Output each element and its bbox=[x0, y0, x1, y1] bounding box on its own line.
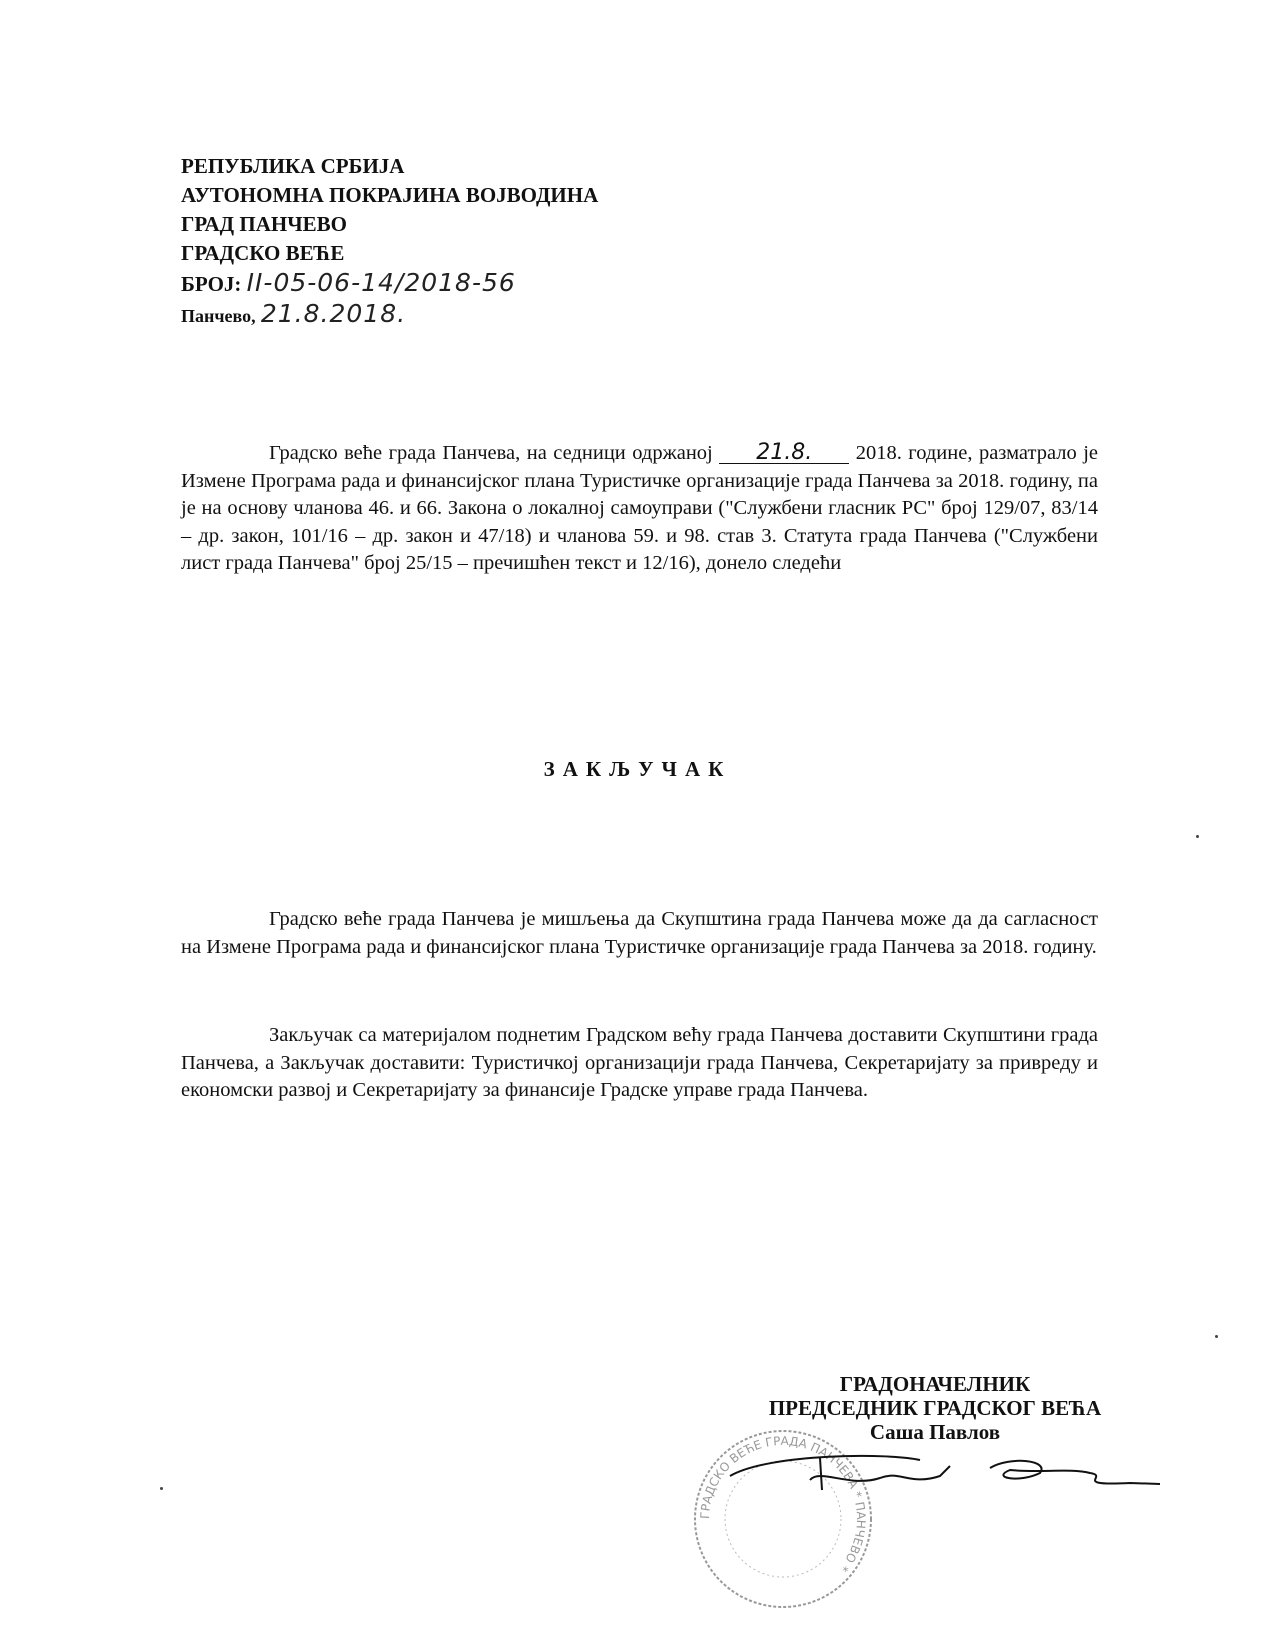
document-header bbox=[181, 152, 598, 331]
number-label: БРОЈ: bbox=[181, 272, 242, 296]
signatory-title: ГРАДОНАЧЕЛНИК bbox=[839, 1372, 1031, 1396]
scan-speck bbox=[160, 1487, 163, 1490]
signatory-name: Саша Павлов bbox=[869, 1420, 1001, 1444]
number-value-handwritten: II-05-06-14/2018-56 bbox=[246, 268, 516, 297]
scan-speck bbox=[1215, 1335, 1218, 1338]
conclusion-paragraph: Градско веће града Панчева је мишљења да Скупштина града Панчева може да да сагласност на Измене Програма рада и финансијског плана Туристичке организације града Панчева за 2018. годину. bbox=[181, 908, 1098, 958]
document-title: ЗАКЉУЧАК bbox=[543, 757, 732, 781]
header-line: РЕПУБЛИКА СРБИЈА bbox=[181, 154, 405, 178]
delivery-paragraph: Закључак са материјалом поднетим Градском већу града Панчева доставити Скупштини града Панчева, а Закључак доставити: Туристичкој организацији града Панчева, Секретаријату за привреду и економски развој и Секретаријату за финансије Градске управе града Панчева. bbox=[181, 1024, 1098, 1101]
place-label: Панчево, bbox=[181, 306, 256, 326]
header-line: ГРАДСКО ВЕЋЕ bbox=[181, 241, 345, 265]
date-handwritten: 21.8.2018. bbox=[260, 299, 407, 328]
intro-text: Градско веће града Панчева, на седници одржаној bbox=[269, 442, 720, 464]
svg-text:ГРАДСКО ВЕЋЕ ГРАДА ПАНЧЕВА * П: ГРАДСКО ВЕЋЕ ГРАДА ПАНЧЕВА * ПАНЧЕВО * bbox=[697, 1433, 869, 1575]
signature-block bbox=[700, 1372, 1170, 1444]
scan-speck bbox=[1196, 835, 1199, 838]
session-date-handwritten: 21.8. bbox=[719, 443, 849, 464]
header-line: ГРАД ПАНЧЕВО bbox=[181, 212, 347, 236]
signatory-title: ПРЕДСЕДНИК ГРАДСКОГ ВЕЋА bbox=[768, 1396, 1102, 1420]
intro-text-rest: 2018. године, разматрало је Измене Програма рада и финансијског плана Туристичке организације града Панчева за 2018. годину, па је на основу чланова 46. и 66. Закона о локалној самоуправи ("Службени гласник РС" број 129/07, 83/14 – др. закон, 101/16 – др. закон и 47/18) и чланова 59. и 98. став 3. Статута града Панчева ("Службени лист града Панчева" број 25/15 – пречишћен текст и 12/16), донело следећи bbox=[181, 442, 1098, 574]
document-number bbox=[181, 268, 598, 299]
handwritten-signature bbox=[710, 1448, 1170, 1498]
header-line: АУТОНОМНА ПОКРАЈИНА ВОЈВОДИНА bbox=[181, 183, 599, 207]
document-place-date bbox=[181, 299, 598, 331]
intro-paragraph bbox=[181, 440, 1098, 578]
